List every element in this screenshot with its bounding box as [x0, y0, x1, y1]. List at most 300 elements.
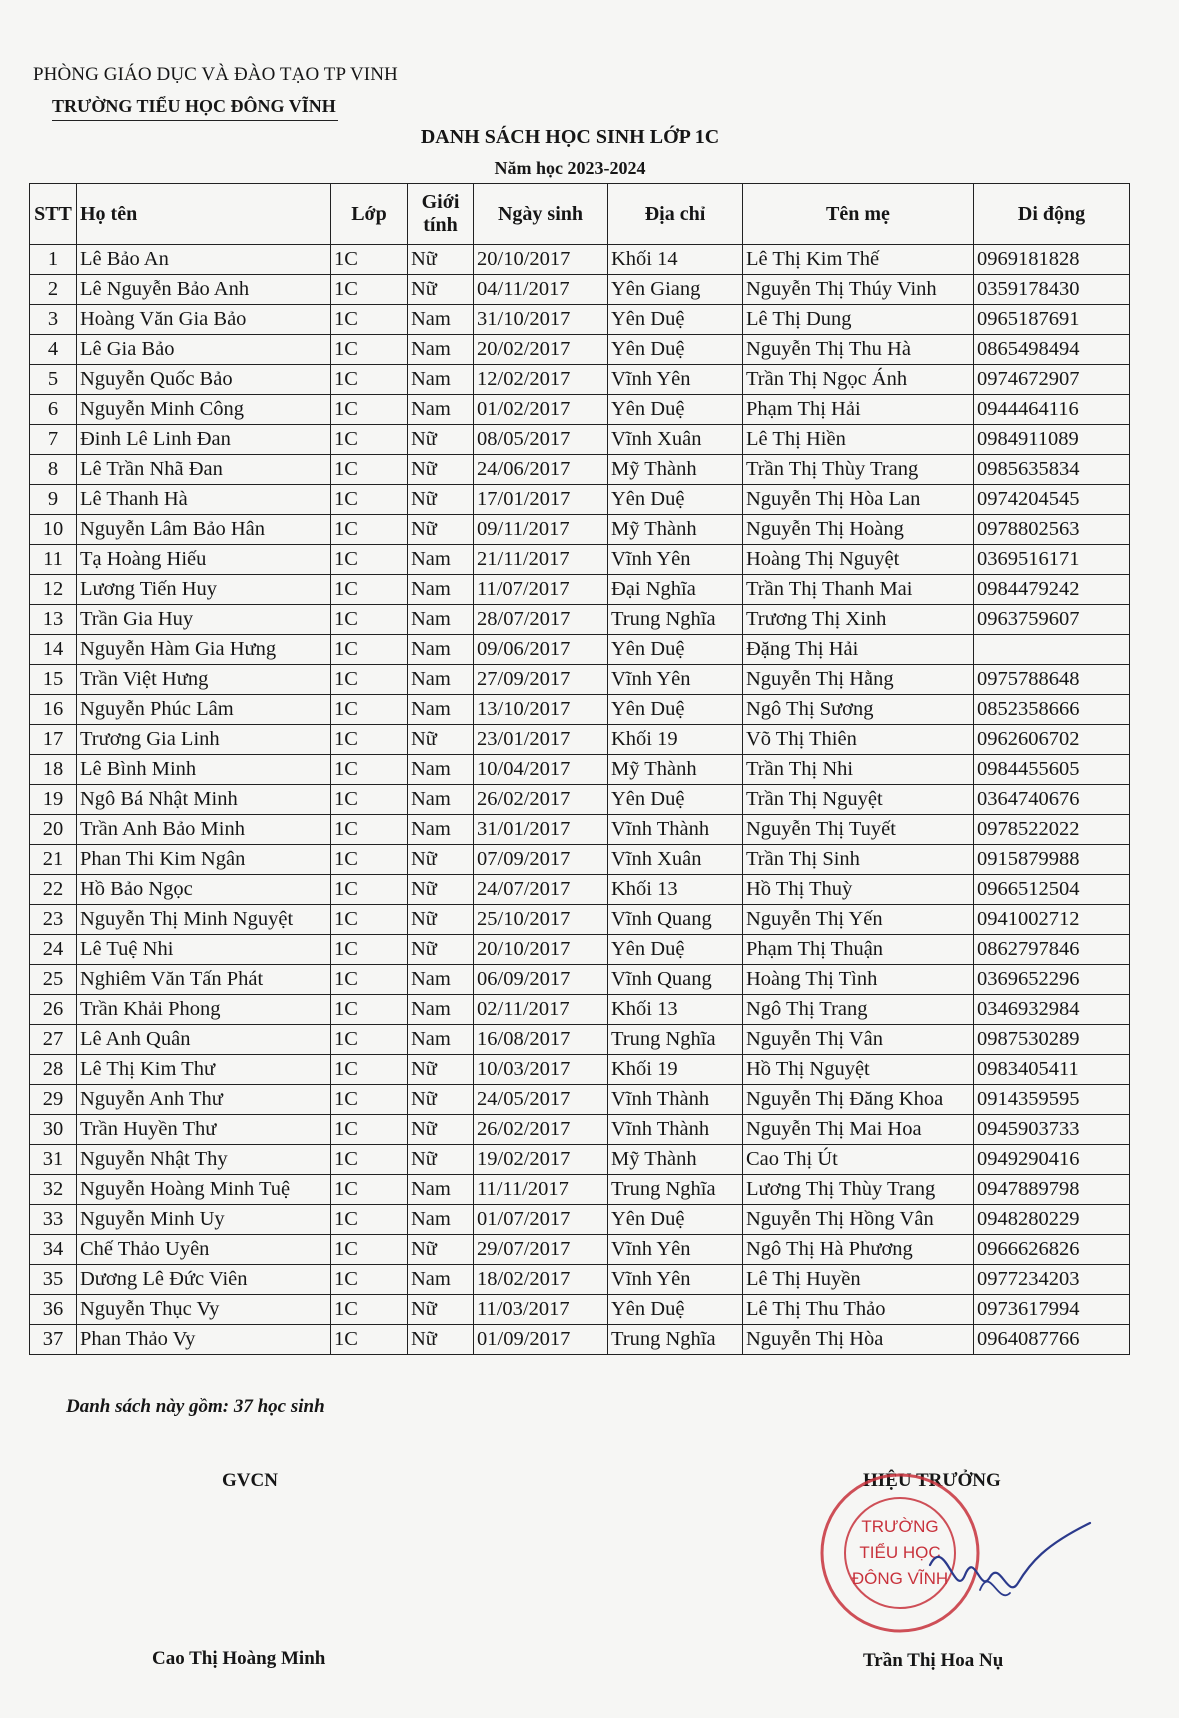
cell-phone: 0984455605 — [974, 755, 1130, 785]
cell-stt: 29 — [30, 1085, 77, 1115]
cell-phone: 0962606702 — [974, 725, 1130, 755]
cell-stt: 19 — [30, 785, 77, 815]
cell-gender: Nữ — [408, 905, 474, 935]
cell-name: Lê Bảo An — [77, 245, 331, 275]
cell-address: Vĩnh Thành — [608, 1115, 743, 1145]
cell-dob: 24/05/2017 — [474, 1085, 608, 1115]
cell-class: 1C — [331, 965, 408, 995]
table-row — [30, 1055, 1130, 1085]
col-header-dob: Ngày sinh — [474, 184, 608, 245]
cell-dob: 01/02/2017 — [474, 395, 608, 425]
cell-address: Vĩnh Yên — [608, 545, 743, 575]
cell-phone: 0915879988 — [974, 845, 1130, 875]
cell-class: 1C — [331, 245, 408, 275]
cell-phone: 0945903733 — [974, 1115, 1130, 1145]
cell-mother: Nguyễn Thị Hằng — [743, 665, 974, 695]
cell-stt: 8 — [30, 455, 77, 485]
table-row — [30, 335, 1130, 365]
cell-address: Yên Duệ — [608, 305, 743, 335]
cell-name: Nguyễn Anh Thư — [77, 1085, 331, 1115]
cell-stt: 10 — [30, 515, 77, 545]
cell-gender: Nam — [408, 815, 474, 845]
cell-mother: Võ Thị Thiên — [743, 725, 974, 755]
cell-dob: 09/06/2017 — [474, 635, 608, 665]
cell-mother: Nguyễn Thị Tuyết — [743, 815, 974, 845]
cell-dob: 16/08/2017 — [474, 1025, 608, 1055]
cell-phone: 0948280229 — [974, 1205, 1130, 1235]
seal-line-2: TIỂU HỌC — [859, 1543, 941, 1562]
cell-phone: 0865498494 — [974, 335, 1130, 365]
cell-name: Lê Thị Kim Thư — [77, 1055, 331, 1085]
cell-mother: Lê Thị Hiền — [743, 425, 974, 455]
cell-phone: 0965187691 — [974, 305, 1130, 335]
cell-phone — [974, 635, 1130, 665]
seal-line-1: TRƯỜNG — [861, 1517, 939, 1536]
cell-address: Khối 14 — [608, 245, 743, 275]
cell-dob: 18/02/2017 — [474, 1265, 608, 1295]
cell-name: Lê Anh Quân — [77, 1025, 331, 1055]
cell-mother: Cao Thị Út — [743, 1145, 974, 1175]
cell-stt: 25 — [30, 965, 77, 995]
cell-mother: Nguyễn Thị Vân — [743, 1025, 974, 1055]
cell-mother: Nguyễn Thị Hồng Vân — [743, 1205, 974, 1235]
cell-address: Mỹ Thành — [608, 455, 743, 485]
cell-name: Phan Thi Kim Ngân — [77, 845, 331, 875]
cell-gender: Nam — [408, 965, 474, 995]
cell-class: 1C — [331, 1235, 408, 1265]
cell-name: Lương Tiến Huy — [77, 575, 331, 605]
cell-phone: 0914359595 — [974, 1085, 1130, 1115]
cell-class: 1C — [331, 635, 408, 665]
cell-gender: Nam — [408, 305, 474, 335]
cell-dob: 23/01/2017 — [474, 725, 608, 755]
cell-gender: Nữ — [408, 1325, 474, 1355]
cell-dob: 09/11/2017 — [474, 515, 608, 545]
cell-phone: 0984479242 — [974, 575, 1130, 605]
document-title: DANH SÁCH HỌC SINH LỚP 1C — [420, 126, 720, 148]
cell-stt: 37 — [30, 1325, 77, 1355]
cell-mother: Nguyễn Thị Thu Hà — [743, 335, 974, 365]
cell-address: Trung Nghĩa — [608, 1025, 743, 1055]
cell-mother: Phạm Thị Hải — [743, 395, 974, 425]
cell-mother: Lương Thị Thùy Trang — [743, 1175, 974, 1205]
cell-name: Nguyễn Hàm Gia Hưng — [77, 635, 331, 665]
cell-mother: Hoàng Thị Nguyệt — [743, 545, 974, 575]
cell-phone: 0862797846 — [974, 935, 1130, 965]
col-header-phone: Di động — [974, 184, 1130, 245]
cell-class: 1C — [331, 785, 408, 815]
cell-mother: Trần Thị Sinh — [743, 845, 974, 875]
table-row — [30, 785, 1130, 815]
cell-phone: 0975788648 — [974, 665, 1130, 695]
cell-mother: Trương Thị Xinh — [743, 605, 974, 635]
col-header-mother: Tên mẹ — [743, 184, 974, 245]
cell-name: Đinh Lê Linh Đan — [77, 425, 331, 455]
cell-address: Mỹ Thành — [608, 1145, 743, 1175]
cell-mother: Lê Thị Dung — [743, 305, 974, 335]
cell-phone: 0974672907 — [974, 365, 1130, 395]
cell-phone: 0964087766 — [974, 1325, 1130, 1355]
cell-class: 1C — [331, 1295, 408, 1325]
cell-name: Dương Lê Đức Viên — [77, 1265, 331, 1295]
cell-name: Phan Thảo Vy — [77, 1325, 331, 1355]
cell-class: 1C — [331, 395, 408, 425]
table-row — [30, 1325, 1130, 1355]
table-row — [30, 875, 1130, 905]
cell-mother: Hồ Thị Thuỳ — [743, 875, 974, 905]
cell-dob: 07/09/2017 — [474, 845, 608, 875]
cell-gender: Nữ — [408, 425, 474, 455]
cell-name: Nguyễn Thị Minh Nguyệt — [77, 905, 331, 935]
cell-phone: 0963759607 — [974, 605, 1130, 635]
cell-dob: 12/02/2017 — [474, 365, 608, 395]
cell-mother: Lê Thị Kim Thế — [743, 245, 974, 275]
cell-stt: 30 — [30, 1115, 77, 1145]
cell-class: 1C — [331, 575, 408, 605]
table-row — [30, 1175, 1130, 1205]
cell-dob: 19/02/2017 — [474, 1145, 608, 1175]
table-row — [30, 635, 1130, 665]
cell-stt: 2 — [30, 275, 77, 305]
cell-address: Vĩnh Quang — [608, 965, 743, 995]
cell-dob: 02/11/2017 — [474, 995, 608, 1025]
cell-name: Nguyễn Phúc Lâm — [77, 695, 331, 725]
cell-address: Vĩnh Thành — [608, 815, 743, 845]
cell-dob: 28/07/2017 — [474, 605, 608, 635]
cell-dob: 27/09/2017 — [474, 665, 608, 695]
cell-stt: 27 — [30, 1025, 77, 1055]
cell-name: Ngô Bá Nhật Minh — [77, 785, 331, 815]
principal-signature — [920, 1505, 1100, 1615]
cell-address: Yên Duệ — [608, 695, 743, 725]
cell-phone: 0978802563 — [974, 515, 1130, 545]
cell-stt: 34 — [30, 1235, 77, 1265]
cell-mother: Ngô Thị Sương — [743, 695, 974, 725]
cell-class: 1C — [331, 875, 408, 905]
cell-stt: 18 — [30, 755, 77, 785]
cell-mother: Nguyễn Thị Hoàng — [743, 515, 974, 545]
cell-address: Khối 13 — [608, 875, 743, 905]
cell-gender: Nam — [408, 695, 474, 725]
cell-dob: 11/07/2017 — [474, 575, 608, 605]
table-row — [30, 1085, 1130, 1115]
cell-gender: Nam — [408, 605, 474, 635]
cell-stt: 33 — [30, 1205, 77, 1235]
cell-phone: 0984911089 — [974, 425, 1130, 455]
cell-address: Khối 13 — [608, 995, 743, 1025]
col-header-stt: STT — [30, 184, 77, 245]
cell-name: Trần Huyền Thư — [77, 1115, 331, 1145]
cell-phone: 0947889798 — [974, 1175, 1130, 1205]
cell-gender: Nam — [408, 335, 474, 365]
cell-gender: Nữ — [408, 1235, 474, 1265]
cell-address: Trung Nghĩa — [608, 605, 743, 635]
cell-gender: Nam — [408, 365, 474, 395]
cell-class: 1C — [331, 425, 408, 455]
table-row — [30, 905, 1130, 935]
cell-dob: 01/09/2017 — [474, 1325, 608, 1355]
cell-stt: 35 — [30, 1265, 77, 1295]
cell-stt: 16 — [30, 695, 77, 725]
cell-name: Tạ Hoàng Hiếu — [77, 545, 331, 575]
table-row — [30, 1265, 1130, 1295]
table-row — [30, 1295, 1130, 1325]
department-name: PHÒNG GIÁO DỤC VÀ ĐÀO TẠO TP VINH — [33, 64, 398, 85]
cell-dob: 31/10/2017 — [474, 305, 608, 335]
cell-gender: Nam — [408, 1205, 474, 1235]
cell-name: Trần Anh Bảo Minh — [77, 815, 331, 845]
cell-phone: 0369516171 — [974, 545, 1130, 575]
cell-name: Lê Gia Bảo — [77, 335, 331, 365]
cell-phone: 0983405411 — [974, 1055, 1130, 1085]
cell-name: Nguyễn Hoàng Minh Tuệ — [77, 1175, 331, 1205]
cell-address: Vĩnh Thành — [608, 1085, 743, 1115]
table-row — [30, 515, 1130, 545]
cell-address: Vĩnh Yên — [608, 1265, 743, 1295]
table-row — [30, 425, 1130, 455]
cell-dob: 11/11/2017 — [474, 1175, 608, 1205]
cell-phone: 0974204545 — [974, 485, 1130, 515]
cell-address: Mỹ Thành — [608, 755, 743, 785]
table-row — [30, 995, 1130, 1025]
cell-stt: 36 — [30, 1295, 77, 1325]
cell-phone: 0987530289 — [974, 1025, 1130, 1055]
cell-gender: Nữ — [408, 725, 474, 755]
cell-name: Trần Việt Hưng — [77, 665, 331, 695]
cell-name: Nguyễn Lâm Bảo Hân — [77, 515, 331, 545]
cell-class: 1C — [331, 515, 408, 545]
col-header-address: Địa chỉ — [608, 184, 743, 245]
cell-dob: 04/11/2017 — [474, 275, 608, 305]
cell-gender: Nam — [408, 1175, 474, 1205]
table-row — [30, 545, 1130, 575]
cell-gender: Nữ — [408, 1295, 474, 1325]
summary-text: Danh sách này gồm: 37 học sinh — [66, 1396, 325, 1417]
cell-address: Vĩnh Yên — [608, 665, 743, 695]
student-table-body — [30, 245, 1130, 1355]
cell-class: 1C — [331, 755, 408, 785]
cell-stt: 1 — [30, 245, 77, 275]
col-header-name: Họ tên — [77, 184, 331, 245]
cell-gender: Nữ — [408, 245, 474, 275]
cell-gender: Nữ — [408, 515, 474, 545]
table-row — [30, 965, 1130, 995]
cell-address: Khối 19 — [608, 725, 743, 755]
table-row — [30, 815, 1130, 845]
seal-line-3: ĐÔNG VĨNH — [851, 1569, 949, 1588]
cell-name: Nguyễn Nhật Thy — [77, 1145, 331, 1175]
cell-gender: Nữ — [408, 1085, 474, 1115]
cell-gender: Nữ — [408, 1055, 474, 1085]
cell-mother: Trần Thị Thanh Mai — [743, 575, 974, 605]
cell-mother: Nguyễn Thị Hòa — [743, 1325, 974, 1355]
cell-mother: Trần Thị Nguyệt — [743, 785, 974, 815]
cell-address: Khối 19 — [608, 1055, 743, 1085]
principal-title: HIỆU TRƯỞNG — [863, 1470, 1001, 1491]
table-row — [30, 725, 1130, 755]
cell-name: Lê Bình Minh — [77, 755, 331, 785]
cell-stt: 15 — [30, 665, 77, 695]
cell-stt: 32 — [30, 1175, 77, 1205]
table-row — [30, 845, 1130, 875]
cell-mother: Nguyễn Thị Hòa Lan — [743, 485, 974, 515]
cell-address: Vĩnh Yên — [608, 365, 743, 395]
cell-name: Nguyễn Quốc Bảo — [77, 365, 331, 395]
cell-mother: Trần Thị Ngọc Ánh — [743, 365, 974, 395]
cell-address: Vĩnh Xuân — [608, 425, 743, 455]
cell-phone: 0973617994 — [974, 1295, 1130, 1325]
cell-mother: Ngô Thị Hà Phương — [743, 1235, 974, 1265]
cell-class: 1C — [331, 935, 408, 965]
cell-stt: 20 — [30, 815, 77, 845]
cell-stt: 12 — [30, 575, 77, 605]
cell-stt: 4 — [30, 335, 77, 365]
cell-name: Nguyễn Thục Vy — [77, 1295, 331, 1325]
cell-address: Yên Duệ — [608, 635, 743, 665]
cell-class: 1C — [331, 605, 408, 635]
table-row — [30, 755, 1130, 785]
cell-gender: Nữ — [408, 875, 474, 905]
cell-class: 1C — [331, 695, 408, 725]
cell-name: Nguyễn Minh Uy — [77, 1205, 331, 1235]
cell-gender: Nam — [408, 635, 474, 665]
cell-dob: 26/02/2017 — [474, 1115, 608, 1145]
cell-address: Yên Duệ — [608, 485, 743, 515]
cell-name: Lê Tuệ Nhi — [77, 935, 331, 965]
table-row — [30, 665, 1130, 695]
cell-phone: 0978522022 — [974, 815, 1130, 845]
cell-stt: 9 — [30, 485, 77, 515]
cell-gender: Nữ — [408, 485, 474, 515]
cell-mother: Lê Thị Thu Thảo — [743, 1295, 974, 1325]
cell-name: Hoàng Văn Gia Bảo — [77, 305, 331, 335]
cell-class: 1C — [331, 365, 408, 395]
cell-dob: 06/09/2017 — [474, 965, 608, 995]
cell-address: Yên Duệ — [608, 1295, 743, 1325]
cell-stt: 3 — [30, 305, 77, 335]
cell-phone: 0369652296 — [974, 965, 1130, 995]
cell-class: 1C — [331, 485, 408, 515]
cell-dob: 21/11/2017 — [474, 545, 608, 575]
cell-address: Yên Duệ — [608, 1205, 743, 1235]
cell-class: 1C — [331, 1205, 408, 1235]
table-row — [30, 935, 1130, 965]
cell-class: 1C — [331, 1025, 408, 1055]
cell-class: 1C — [331, 1145, 408, 1175]
table-row — [30, 1115, 1130, 1145]
cell-phone: 0852358666 — [974, 695, 1130, 725]
school-name: TRƯỜNG TIỂU HỌC ĐÔNG VĨNH — [52, 96, 336, 116]
cell-gender: Nữ — [408, 455, 474, 485]
col-header-gender-line2: tính — [423, 214, 458, 236]
cell-mother: Ngô Thị Trang — [743, 995, 974, 1025]
col-header-class: Lớp — [331, 184, 408, 245]
cell-dob: 20/10/2017 — [474, 935, 608, 965]
col-header-gender-line1: Giới — [421, 191, 460, 213]
cell-mother: Nguyễn Thị Mai Hoa — [743, 1115, 974, 1145]
cell-phone: 0977234203 — [974, 1265, 1130, 1295]
cell-stt: 31 — [30, 1145, 77, 1175]
cell-dob: 20/02/2017 — [474, 335, 608, 365]
cell-address: Yên Duệ — [608, 785, 743, 815]
student-table — [29, 183, 1130, 1355]
cell-gender: Nữ — [408, 275, 474, 305]
cell-dob: 11/03/2017 — [474, 1295, 608, 1325]
cell-address: Đại Nghĩa — [608, 575, 743, 605]
cell-stt: 24 — [30, 935, 77, 965]
cell-class: 1C — [331, 905, 408, 935]
cell-dob: 24/07/2017 — [474, 875, 608, 905]
cell-phone: 0944464116 — [974, 395, 1130, 425]
cell-name: Chế Thảo Uyên — [77, 1235, 331, 1265]
cell-gender: Nữ — [408, 845, 474, 875]
table-row — [30, 275, 1130, 305]
cell-address: Vĩnh Xuân — [608, 845, 743, 875]
cell-class: 1C — [331, 305, 408, 335]
cell-mother: Phạm Thị Thuận — [743, 935, 974, 965]
school-underline — [52, 120, 338, 121]
cell-name: Nghiêm Văn Tấn Phát — [77, 965, 331, 995]
cell-stt: 13 — [30, 605, 77, 635]
cell-phone: 0969181828 — [974, 245, 1130, 275]
cell-phone: 0941002712 — [974, 905, 1130, 935]
cell-class: 1C — [331, 1085, 408, 1115]
cell-class: 1C — [331, 1265, 408, 1295]
cell-dob: 13/10/2017 — [474, 695, 608, 725]
cell-mother: Nguyễn Thị Yến — [743, 905, 974, 935]
cell-class: 1C — [331, 545, 408, 575]
cell-name: Nguyễn Minh Công — [77, 395, 331, 425]
cell-gender: Nam — [408, 755, 474, 785]
cell-class: 1C — [331, 1055, 408, 1085]
cell-address: Yên Duệ — [608, 395, 743, 425]
cell-gender: Nữ — [408, 935, 474, 965]
cell-stt: 22 — [30, 875, 77, 905]
table-row — [30, 485, 1130, 515]
cell-stt: 17 — [30, 725, 77, 755]
cell-mother: Nguyễn Thị Đăng Khoa — [743, 1085, 974, 1115]
cell-class: 1C — [331, 335, 408, 365]
cell-name: Lê Nguyễn Bảo Anh — [77, 275, 331, 305]
cell-phone: 0364740676 — [974, 785, 1130, 815]
cell-phone: 0949290416 — [974, 1145, 1130, 1175]
cell-name: Trần Khải Phong — [77, 995, 331, 1025]
cell-dob: 08/05/2017 — [474, 425, 608, 455]
cell-class: 1C — [331, 1115, 408, 1145]
cell-stt: 21 — [30, 845, 77, 875]
teacher-title: GVCN — [222, 1470, 278, 1491]
cell-stt: 7 — [30, 425, 77, 455]
table-row — [30, 305, 1130, 335]
cell-name: Trần Gia Huy — [77, 605, 331, 635]
cell-gender: Nam — [408, 575, 474, 605]
table-row — [30, 245, 1130, 275]
table-row — [30, 395, 1130, 425]
cell-class: 1C — [331, 455, 408, 485]
table-row — [30, 575, 1130, 605]
cell-stt: 5 — [30, 365, 77, 395]
cell-stt: 23 — [30, 905, 77, 935]
cell-address: Vĩnh Quang — [608, 905, 743, 935]
cell-stt: 11 — [30, 545, 77, 575]
cell-stt: 28 — [30, 1055, 77, 1085]
table-header-row — [30, 184, 1130, 245]
cell-name: Hồ Bảo Ngọc — [77, 875, 331, 905]
table-row — [30, 695, 1130, 725]
cell-dob: 17/01/2017 — [474, 485, 608, 515]
cell-gender: Nam — [408, 995, 474, 1025]
cell-phone: 0966512504 — [974, 875, 1130, 905]
